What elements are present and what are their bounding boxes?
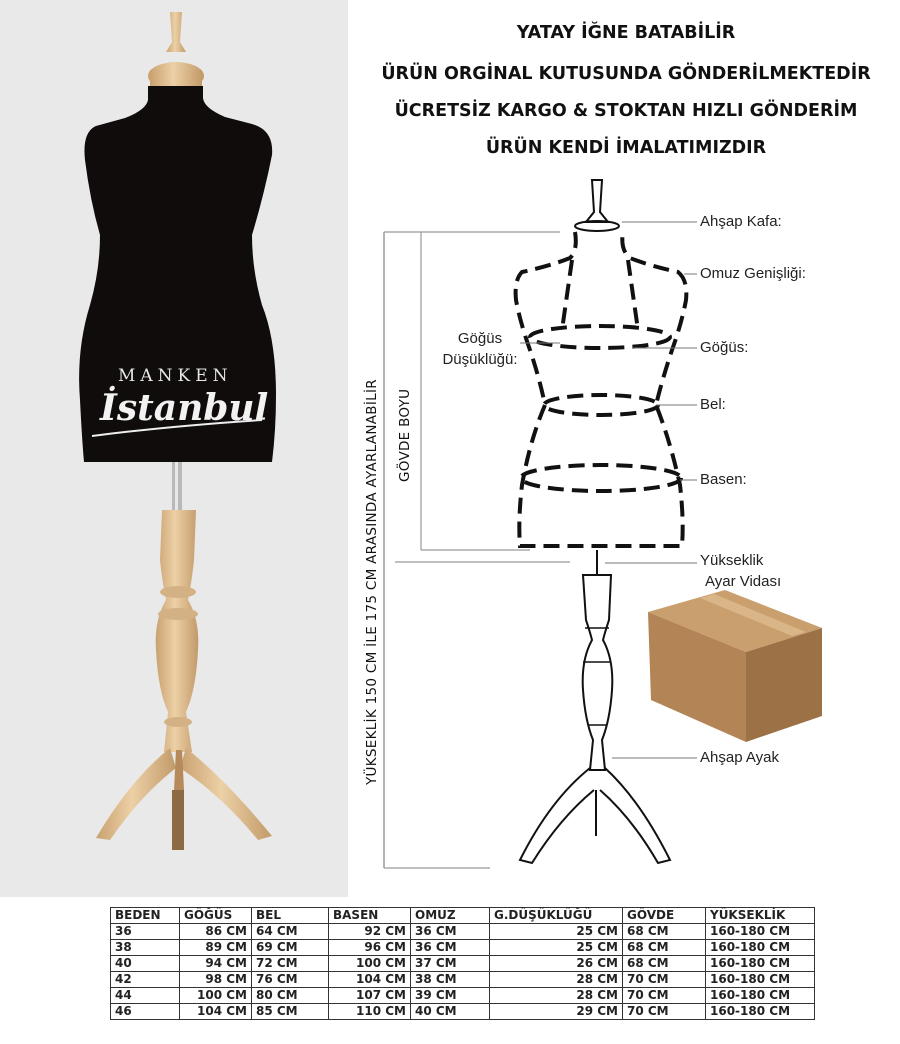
height-range-label: YÜKSEKLİK 150 CM İLE 175 CM ARASINDA AYARLANABİLİR [364, 379, 380, 785]
table-cell: 36 CM [411, 940, 490, 956]
table-header-cell: BASEN [329, 908, 411, 924]
table-cell: 29 CM [490, 1004, 623, 1020]
table-header-cell: BEL [252, 908, 329, 924]
table-cell: 86 CM [180, 924, 252, 940]
table-cell: 68 CM [623, 956, 706, 972]
table-cell: 28 CM [490, 972, 623, 988]
table-cell: 25 CM [490, 940, 623, 956]
table-cell: 44 [111, 988, 180, 1004]
size-table [110, 907, 815, 1020]
table-cell: 100 CM [329, 956, 411, 972]
table-cell: 89 CM [180, 940, 252, 956]
table-cell: 38 CM [411, 972, 490, 988]
table-cell: 40 [111, 956, 180, 972]
table-cell: 160-180 CM [706, 972, 815, 988]
brand-top-text: MANKEN [118, 366, 233, 386]
table-cell: 70 CM [623, 988, 706, 1004]
table-row [111, 940, 815, 956]
table-cell: 68 CM [623, 940, 706, 956]
table-cell: 94 CM [180, 956, 252, 972]
table-row [111, 956, 815, 972]
table-cell: 37 CM [411, 956, 490, 972]
table-cell: 40 CM [411, 1004, 490, 1020]
table-cell: 160-180 CM [706, 988, 815, 1004]
table-header-cell: GÖVDE [623, 908, 706, 924]
table-cell: 104 CM [329, 972, 411, 988]
table-cell: 76 CM [252, 972, 329, 988]
table-cell: 46 [111, 1004, 180, 1020]
shipping-box [648, 590, 822, 742]
table-cell: 160-180 CM [706, 940, 815, 956]
table-header-row [111, 908, 815, 924]
table-cell: 80 CM [252, 988, 329, 1004]
table-cell: 85 CM [252, 1004, 329, 1020]
table-header-cell: YÜKSEKLİK [706, 908, 815, 924]
table-cell: 38 [111, 940, 180, 956]
headline-1: YATAY İĞNE BATABİLİR [516, 23, 736, 43]
table-row [111, 924, 815, 940]
label-shoulder-width: Omuz Genişliği: [700, 265, 806, 282]
label-wooden-head: Ahşap Kafa: [700, 213, 782, 230]
label-wooden-foot: Ahşap Ayak [700, 749, 779, 766]
table-header-cell: G.DÜŞÜKLÜĞÜ [490, 908, 623, 924]
table-cell: 160-180 CM [706, 924, 815, 940]
table-cell: 92 CM [329, 924, 411, 940]
table-header-cell: OMUZ [411, 908, 490, 924]
table-cell: 104 CM [180, 1004, 252, 1020]
body-length-label: GÖVDE BOYU [397, 388, 413, 482]
headline-2: ÜRÜN ORGİNAL KUTUSUNDA GÖNDERİLMEKTEDİR [381, 64, 871, 84]
table-cell: 36 CM [411, 924, 490, 940]
table-cell: 25 CM [490, 924, 623, 940]
table-cell: 64 CM [252, 924, 329, 940]
table-cell: 100 CM [180, 988, 252, 1004]
table-row [111, 972, 815, 988]
label-waist: Bel: [700, 396, 726, 413]
headline-4: ÜRÜN KENDİ İMALATIMIZDIR [485, 138, 767, 158]
table-cell: 70 CM [623, 1004, 706, 1020]
label-bust-drop-2: Düşüklüğü: [442, 351, 518, 368]
table-cell: 160-180 CM [706, 956, 815, 972]
table-cell: 72 CM [252, 956, 329, 972]
table-cell: 70 CM [623, 972, 706, 988]
table-cell: 39 CM [411, 988, 490, 1004]
brand-name-text: İstanbul [100, 387, 269, 429]
table-cell: 98 CM [180, 972, 252, 988]
label-height-screw-2: Ayar Vidası [705, 573, 782, 590]
label-bust: Göğüs: [700, 339, 749, 356]
table-cell: 36 [111, 924, 180, 940]
label-height-screw-1: Yükseklik [700, 552, 764, 569]
table-cell: 107 CM [329, 988, 411, 1004]
table-cell: 69 CM [252, 940, 329, 956]
table-cell: 68 CM [623, 924, 706, 940]
label-hip: Basen: [700, 471, 747, 488]
label-bust-drop-1: Göğüs [457, 330, 503, 347]
table-cell: 110 CM [329, 1004, 411, 1020]
table-cell: 42 [111, 972, 180, 988]
table-header-cell: GÖĞÜS [180, 908, 252, 924]
table-cell: 96 CM [329, 940, 411, 956]
table-row [111, 988, 815, 1004]
table-header-cell: BEDEN [111, 908, 180, 924]
table-row [111, 1004, 815, 1020]
table-cell: 28 CM [490, 988, 623, 1004]
table-cell: 160-180 CM [706, 1004, 815, 1020]
headline-3: ÜCRETSİZ KARGO & STOKTAN HIZLI GÖNDERİM [394, 101, 858, 121]
table-cell: 26 CM [490, 956, 623, 972]
